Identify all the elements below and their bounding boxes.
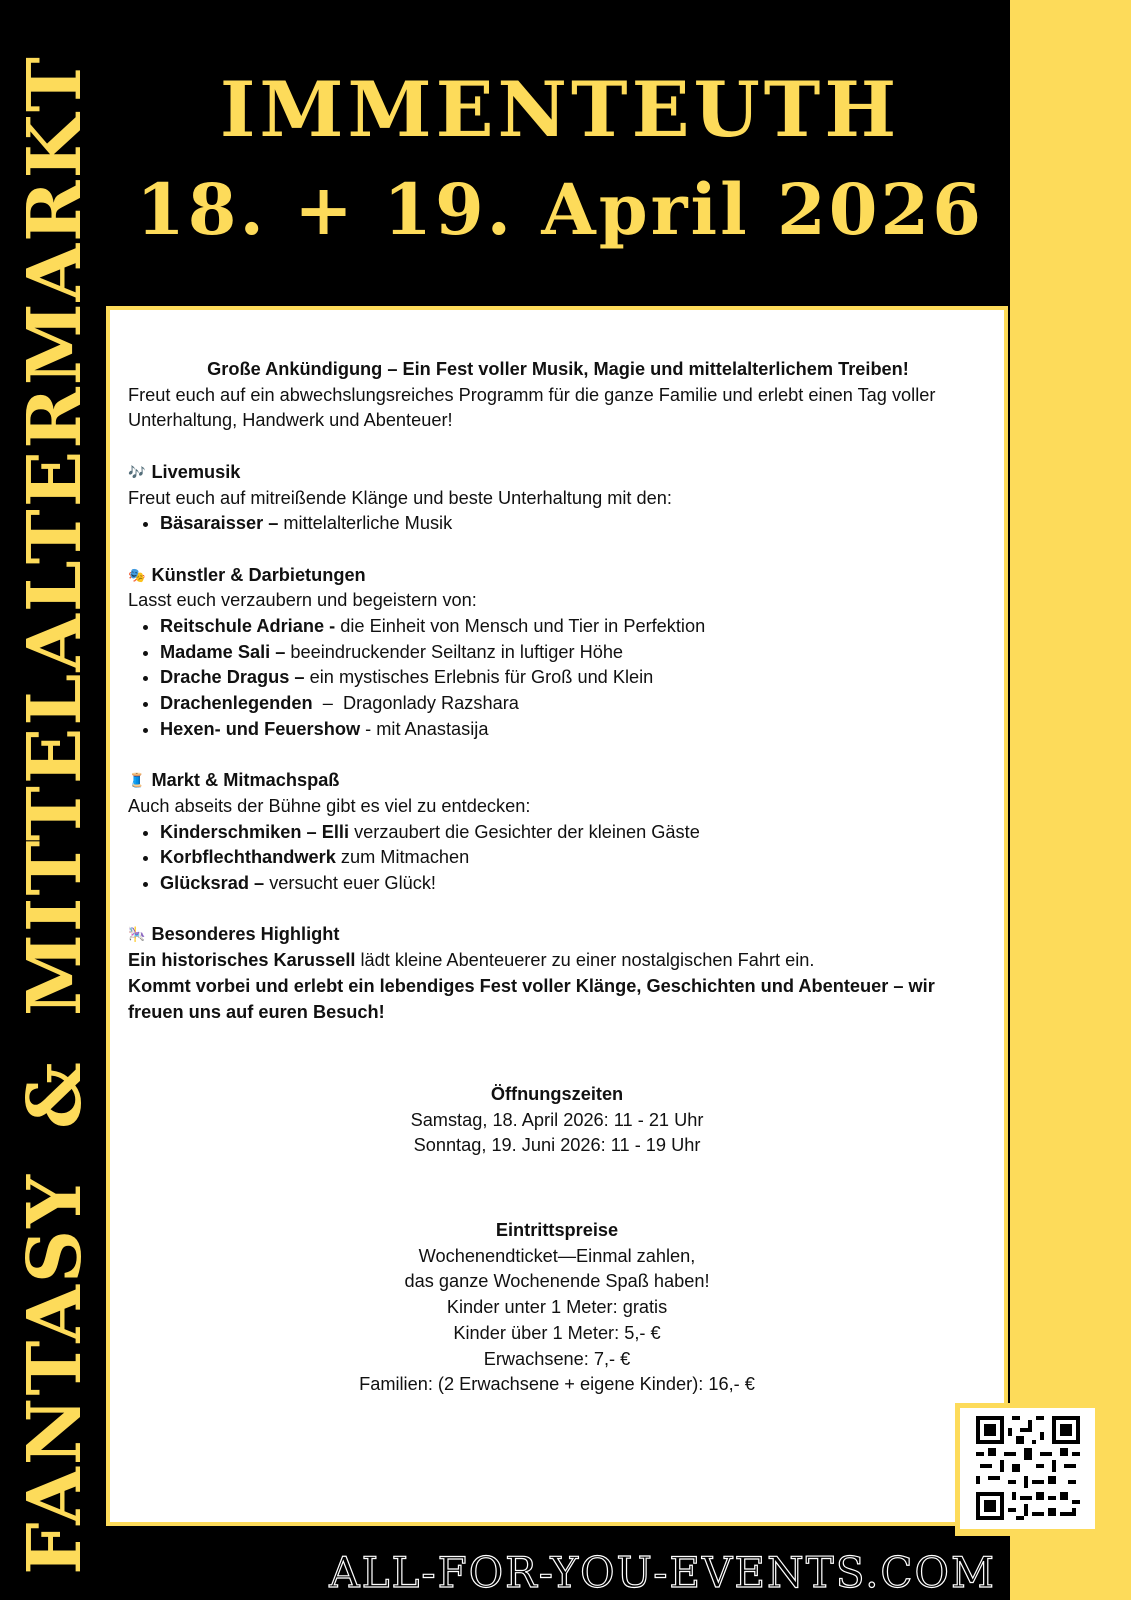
list-item: • Kinderschmiken – Elli verzaubert die Gesichter der kleinen Gäste <box>160 820 988 846</box>
yellow-side-strip <box>1010 0 1131 1600</box>
section-title: Besonderes Highlight <box>151 924 340 945</box>
price-line: Wochenendticket—Einmal zahlen, <box>418 1245 696 1266</box>
prices-title: Eintrittspreise <box>495 1220 619 1240</box>
section-title: Livemusik <box>151 461 241 482</box>
qr-code-frame[interactable] <box>955 1403 1102 1536</box>
performer-list <box>128 511 988 537</box>
side-title-ampersand: & <box>12 1060 98 1129</box>
program-panel <box>106 306 1008 1526</box>
section-highlight <box>128 922 988 1025</box>
activity-list <box>128 820 988 897</box>
list-item: • Hexen- und Feuershow - mit Anastasija <box>160 717 988 743</box>
closing-text: Kommt vorbei und erlebt ein lebendiges Fest voller Klänge, Geschichten und Abenteuer – wir freuen uns auf euren Besuch! <box>128 975 935 1022</box>
event-dates: 18. + 19. April 2026 <box>136 168 984 251</box>
price-line: Erwachsene: 7,- € <box>483 1348 631 1369</box>
music-notes-icon: 🎶 <box>128 463 146 480</box>
performer-list <box>128 614 988 743</box>
intro-headline: Große Ankündigung – Ein Fest voller Musik, Magie und mittelalterlichem Treiben! <box>207 359 909 379</box>
section-lead: Freut euch auf mitreißende Klänge und beste Unterhaltung mit den: <box>128 487 672 508</box>
highlight-line: Ein historisches Karussell lädt kleine Abenteuerer zu einer nostalgischen Fahrt ein. <box>128 950 815 971</box>
poster-header <box>110 0 1010 300</box>
carousel-icon: 🎠 <box>128 926 146 943</box>
section-title: Künstler & Darbietungen <box>151 564 366 585</box>
side-title-market: MITTELALTERMARKT <box>12 55 98 1017</box>
section-lead: Auch abseits der Bühne gibt es viel zu entdecken: <box>128 795 531 816</box>
hours-line: Sonntag, 19. Juni 2026: 11 - 19 Uhr <box>413 1135 701 1156</box>
qr-code-icon <box>976 1416 1080 1520</box>
section-heading <box>128 460 988 486</box>
section-heading <box>128 563 988 589</box>
list-item: • Drache Dragus – ein mystisches Erlebnis für Groß und Klein <box>160 665 988 691</box>
hours-title: Öffnungszeiten <box>490 1084 624 1104</box>
intro-text: Freut euch auf ein abwechslungsreiches Programm für die ganze Familie und erlebt einen Tag voller Unterhaltung, Handwerk und Abenteuer! <box>128 384 936 431</box>
section-lead: Lasst euch verzaubern und begeistern von: <box>128 590 477 611</box>
list-item: • Korbflechthandwerk zum Mitmachen <box>160 845 988 871</box>
section-title: Markt & Mitmachspaß <box>151 770 340 791</box>
section-kuenstler <box>128 563 988 743</box>
list-item: • Drachenlegenden – Dragonlady Razshara <box>160 691 988 717</box>
vertical-event-title <box>12 55 98 1575</box>
event-location: IMMENTEUTH <box>219 65 901 154</box>
price-line: Familien: (2 Erwachsene + eigene Kinder): 16,- € <box>359 1374 755 1395</box>
price-line: das ganze Wochenende Spaß haben! <box>404 1271 710 1292</box>
website-url[interactable]: ALL-FOR-YOU-EVENTS.COM <box>329 1548 996 1597</box>
side-title-fantasy: FANTASY <box>12 1172 98 1575</box>
list-item: • Madame Sali – beeindruckender Seiltanz in luftiger Höhe <box>160 640 988 666</box>
qr-code[interactable] <box>960 1408 1095 1529</box>
section-heading <box>128 768 988 794</box>
section-markt <box>128 768 988 897</box>
price-line: Kinder unter 1 Meter: gratis <box>446 1297 668 1318</box>
section-livemusik <box>128 460 988 537</box>
thread-spool-icon: 🧵 <box>128 772 146 789</box>
list-item: • Glücksrad – versucht euer Glück! <box>160 871 988 897</box>
admission-prices <box>110 1218 1004 1398</box>
price-line: Kinder über 1 Meter: 5,- € <box>453 1322 661 1343</box>
list-item: • Reitschule Adriane - die Einheit von Mensch und Tier in Perfektion <box>160 614 988 640</box>
hours-line: Samstag, 18. April 2026: 11 - 21 Uhr <box>410 1109 704 1130</box>
section-heading <box>128 922 988 948</box>
theater-masks-icon: 🎭 <box>128 566 146 583</box>
program-text <box>128 357 988 1025</box>
opening-hours <box>110 1082 1004 1159</box>
list-item: • Bäsaraisser – mittelalterliche Musik <box>160 511 988 537</box>
